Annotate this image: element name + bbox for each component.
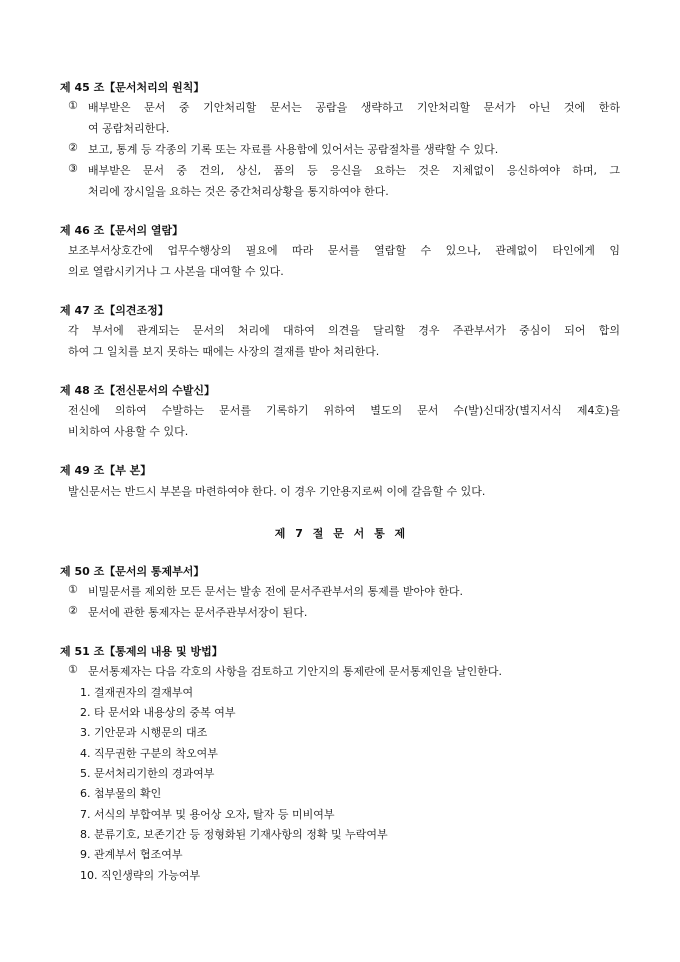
article-45-para-1-marker: ① [68,99,78,112]
article-48-line-2: 비치하여 사용할 수 있다. [68,425,189,438]
article-45-para-3-marker: ③ [68,162,78,175]
article-50-para-2-text: 문서에 관한 통제자는 문서주관부서장이 된다. [88,606,308,619]
article-51-intro-marker: ① [68,663,78,676]
article-47-line-1: 각 부서에 관계되는 문서의 처리에 대하여 의견을 달리할 경우 주관부서가 중심이 되어 합의 [68,324,620,337]
article-51-title: 제 51 조【통제의 내용 및 방법】 [60,645,223,658]
article-45-title: 제 45 조【문서처리의 원칙】 [60,81,205,94]
article-48-title: 제 48 조【전신문서의 수발신】 [60,384,216,397]
article-47-title: 제 47 조【의견조정】 [60,304,169,317]
article-46-line-1: 보조부서상호간에 업무수행상의 필요에 따라 문서를 열람할 수 있으나, 관례없이 타인에게 임 [68,244,620,257]
article-45-para-3-line-2: 처리에 장시일을 요하는 것은 중간처리상황을 통지하여야 한다. [88,185,389,198]
list-item-8: 8. 분류기호, 보존기간 등 정형화된 기재사항의 정확 및 누락여부 [80,828,388,841]
article-49-title: 제 49 조【부 본】 [60,464,152,477]
article-45-para-2-line-1: 보고, 통계 등 각종의 기록 또는 자료를 사용함에 있어서는 공람절차를 생략할 수 있다. [88,143,499,156]
article-51-intro: 문서통제자는 다음 각호의 사항을 검토하고 기안지의 통제란에 문서통제인을 날인한다. [88,665,503,678]
section-title: 제 7 절 문 서 통 제 [274,527,406,540]
article-46-title: 제 46 조【문서의 열람】 [60,224,184,237]
list-item-7: 7. 서식의 부합여부 및 용어상 오자, 탈자 등 미비여부 [80,808,335,821]
article-45-para-1-line-1: 배부받은 문서 중 기안처리할 문서는 공람을 생략하고 기안처리할 문서가 아닌 것에 한하 [88,101,620,114]
article-45-para-1-line-2: 여 공람처리한다. [88,122,170,135]
article-50-para-1-marker: ① [68,583,78,596]
article-45-para-2-marker: ② [68,141,78,154]
article-49-line-1: 발신문서는 반드시 부본을 마련하여야 한다. 이 경우 기안용지로써 이에 갈음할 수 있다. [68,485,486,498]
article-45-para-3-line-1: 배부받은 문서 중 건의, 상신, 품의 등 응신을 요하는 것은 지체없이 응신하여야 하며, 그 [88,164,620,177]
list-item-9: 9. 관계부서 협조여부 [80,848,183,861]
list-item-5: 5. 문서처리기한의 경과여부 [80,767,215,780]
list-item-10: 10. 직인생략의 가능여부 [80,869,201,882]
article-50-para-2-marker: ② [68,604,78,617]
article-46-line-2: 의로 열람시키거나 그 사본을 대여할 수 있다. [68,265,284,278]
article-47-line-2: 하여 그 일치를 보지 못하는 때에는 사장의 결재를 받아 처리한다. [68,345,380,358]
list-item-6: 6. 첨부물의 확인 [80,787,162,800]
article-50-title: 제 50 조【문서의 통제부서】 [60,565,205,578]
article-48-line-1: 전신에 의하여 수발하는 문서를 기록하기 위하여 별도의 문서 수(발)신대장(별지서식 제4호)을 [68,404,620,417]
list-item-1: 1. 결재권자의 결재부여 [80,686,194,699]
list-item-3: 3. 기안문과 시행문의 대조 [80,726,208,739]
list-item-2: 2. 타 문서와 내용상의 중복 여부 [80,706,236,719]
article-50-para-1-text: 비밀문서를 제외한 모든 문서는 발송 전에 문서주관부서의 통제를 받아야 한다. [88,585,463,598]
list-item-4: 4. 직무권한 구분의 착오여부 [80,747,218,760]
